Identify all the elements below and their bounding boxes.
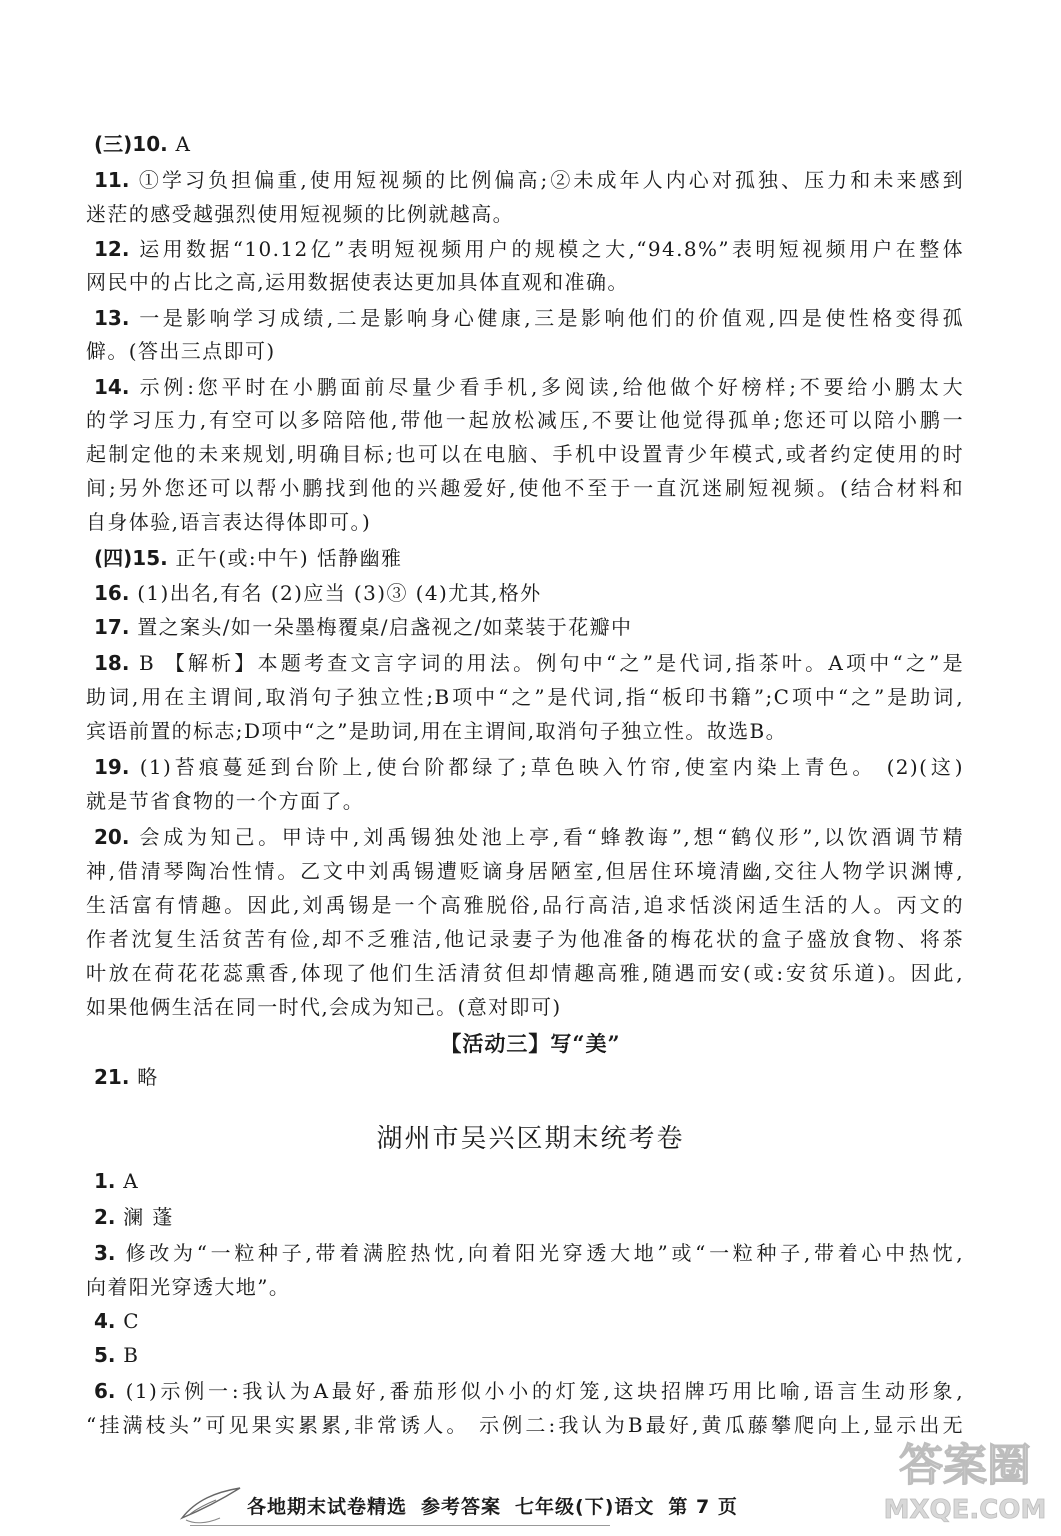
answer-line: 19. (1)苔痕蔓延到台阶上,使台阶都绿了;草色映入竹帘,使室内染上青色。 (2)(这) <box>94 755 964 779</box>
svg-text:答案圈: 答案圈 <box>899 1440 1031 1491</box>
activity-heading: 【活动三】写“美” <box>440 1031 621 1056</box>
answer-line: 21. 略 <box>94 1065 159 1089</box>
answer-line: 11. ①学习负担偏重,使用短视频的比例偏高;②未成年人内心对孤独、压力和未来感到 <box>94 168 964 192</box>
answer-line: 自身体验,语言表达得体即可。) <box>86 510 372 534</box>
answer-line: 如果他俩生活在同一时代,会成为知己。(意对即可) <box>86 995 562 1019</box>
svg-text:MXQE.COM: MXQE.COM <box>883 1495 1047 1525</box>
answer-line: “挂满枝头”可见果实累累,非常诱人。 示例二:我认为B最好,黄瓜藤攀爬向上,显示出无 <box>86 1413 964 1437</box>
answer-line: 18. B 【解析】本题考查文言字词的用法。例句中“之”是代词,指茶叶。A项中“之”是 <box>94 651 964 675</box>
page-footer <box>247 1490 752 1524</box>
answer-line: 4. C <box>94 1309 140 1333</box>
footer-rule <box>190 1525 610 1526</box>
answer-line: 起制定他的未来规划,明确目标;也可以在电脑、手机中设置青少年模式,或者约定使用的时 <box>86 442 964 466</box>
answer-line: 就是节省食物的一个方面了。 <box>86 789 365 813</box>
answer-line: 的学习压力,有空可以多陪陪他,带他一起放松减压,不要让他觉得孤单;您还可以陪小鹏一 <box>86 408 964 432</box>
footer-series: 各地期末试卷精选 <box>247 1496 408 1518</box>
answer-line: 20. 会成为知己。甲诗中,刘禹锡独处池上亭,看“蜂教诲”,想“鹤仪形”,以饮酒调节精 <box>94 825 964 849</box>
answer-line: 1. A <box>94 1169 140 1193</box>
answer-line: 6. (1)示例一:我认为A最好,番茄形似小小的灯笼,这块招牌巧用比喻,语言生动形象, <box>94 1379 964 1403</box>
answer-line: 13. 一是影响学习成绩,二是影响身心健康,三是影响他们的价值观,四是使性格变得孤 <box>94 306 964 330</box>
answer-line: 向着阳光穿透大地”。 <box>86 1275 291 1299</box>
footer-grade: 七年级(下)语文 <box>515 1496 655 1518</box>
answer-line: 助词,用在主谓间,取消句子独立性;B项中“之”是代词,指“板印书籍”;C项中“之”是助词, <box>86 685 964 709</box>
answer-line: 17. 置之案头/如一朵墨梅覆桌/启盏视之/如菜装于花瓣中 <box>94 615 633 639</box>
answer-line: 宾语前置的标志;D项中“之”是助词,用在主谓间,取消句子独立性。故选B。 <box>86 719 788 743</box>
answer-line: 5. B <box>94 1343 140 1367</box>
answer-line: 间;另外您还可以帮小鹏找到他的兴趣爱好,使他不至于一直沉迷刷短视频。(结合材料和 <box>86 476 964 500</box>
answer-line: 迷茫的感受越强烈使用短视频的比例就越高。 <box>86 202 514 226</box>
answer-line: (三)10. A <box>94 132 192 156</box>
leaf-ornament-icon <box>176 1478 246 1528</box>
answer-line: (四)15. 正午(或:中午) 恬静幽雅 <box>94 546 403 570</box>
footer-answers: 参考答案 <box>421 1496 502 1518</box>
answer-line: 16. (1)出名,有名 (2)应当 (3)③ (4)尤其,格外 <box>94 581 542 605</box>
answer-line: 14. 示例:您平时在小鹏面前尽量少看手机,多阅读,给他做个好榜样;不要给小鹏太大 <box>94 375 964 399</box>
answer-line: 僻。(答出三点即可) <box>86 339 276 363</box>
footer-page-number: 第 7 页 <box>668 1496 738 1518</box>
watermark-logo <box>880 1428 1050 1528</box>
answer-line: 神,借清琴陶冶性情。乙文中刘禹锡遭贬谪身居陋室,但居住环境清幽,交往人物学识渊博, <box>86 859 964 883</box>
answer-line: 作者沈复生活贫苦有俭,却不乏雅洁,他记录妻子为他准备的梅花状的盒子盛放食物、将茶 <box>86 927 964 951</box>
answer-line: 2. 澜 蓬 <box>94 1205 174 1229</box>
answer-line: 12. 运用数据“10.12亿”表明短视频用户的规模之大,“94.8%”表明短视频用户在整体 <box>94 237 964 261</box>
answer-line: 网民中的占比之高,运用数据使表达更加具体直观和准确。 <box>86 270 629 294</box>
section-title: 湖州市吴兴区期末统考卷 <box>376 1124 685 1154</box>
answer-line: 3. 修改为“一粒种子,带着满腔热忱,向着阳光穿透大地”或“一粒种子,带着心中热忱, <box>94 1241 964 1265</box>
answer-line: 生活富有情趣。因此,刘禹锡是一个高雅脱俗,品行高洁,追求恬淡闲适生活的人。丙文的 <box>86 893 964 917</box>
answer-line: 叶放在荷花花蕊熏香,体现了他们生活清贫但却情趣高雅,随遇而安(或:安贫乐道)。因此, <box>86 961 964 985</box>
